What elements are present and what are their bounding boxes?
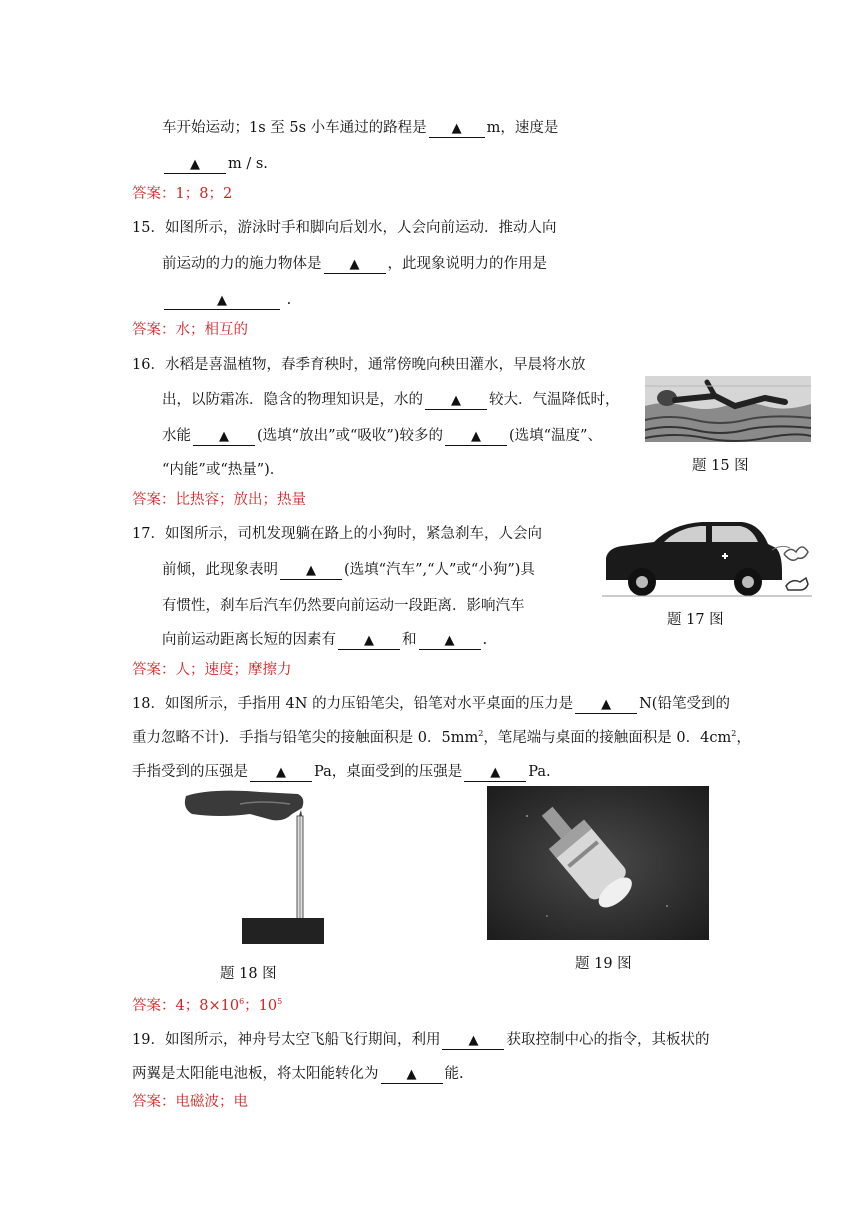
answer-blank[interactable]: ▲ bbox=[445, 429, 507, 446]
q19-answer: 答案：电磁波；电 bbox=[132, 1094, 248, 1110]
q17-line-3: 有惯性，刹车后汽车仍然要向前运动一段距离．影响汽车 bbox=[162, 598, 525, 614]
answer-blank[interactable]: ▲ bbox=[250, 765, 312, 782]
answer-blank[interactable]: ▲ bbox=[419, 633, 481, 650]
answer-blank[interactable]: ▲ bbox=[442, 1033, 504, 1050]
q15-answer: 答案：水；相互的 bbox=[132, 322, 248, 338]
answer-blank[interactable]: ▲ bbox=[324, 257, 386, 274]
q18-line-1: 18．如图所示，手指用 4N 的力压铅笔尖，铅笔对水平桌面的压力是 ▲ N(铅笔受到的 bbox=[132, 696, 730, 712]
answer-blank[interactable]: ▲ bbox=[464, 765, 526, 782]
pencil-figure bbox=[180, 784, 330, 946]
figure-19-caption: 题 19 图 bbox=[575, 956, 632, 972]
q15-line-3: ▲ . bbox=[162, 290, 291, 310]
q16-line-4: “内能”或“热量”)． bbox=[162, 462, 285, 478]
q15-line-1: 15．如图所示，游泳时手和脚向后划水，人会向前运动．推动人向 bbox=[132, 220, 557, 236]
q16-line-1: 16．水稻是喜温植物，春季育秧时，通常傍晚向秧田灌水，早晨将水放 bbox=[132, 357, 586, 373]
q19-line-1: 19．如图所示，神舟号太空飞船飞行期间，利用 ▲ 获取控制中心的指令，其板状的 bbox=[132, 1032, 710, 1048]
spacecraft-figure bbox=[487, 786, 709, 940]
q16-line-2: 出，以防霜冻．隐含的物理知识是，水的 ▲ 较大．气温降低时， bbox=[162, 392, 620, 408]
figure-18-caption: 题 18 图 bbox=[220, 966, 277, 982]
q18-line-2: 重力忽略不计)．手指与铅笔尖的接触面积是 0．$5mm^2$，笔尾端与桌面的接触面积是 0．$4cm^2$， bbox=[132, 729, 751, 746]
answer-blank[interactable]: ▲ bbox=[381, 1067, 443, 1084]
car-figure bbox=[602, 514, 812, 600]
q17-answer: 答案：人；速度；摩擦力 bbox=[132, 662, 292, 678]
answer-blank[interactable]: ▲ bbox=[425, 393, 487, 410]
figure-17-caption: 题 17 图 bbox=[667, 612, 724, 628]
q19-line-2: 两翼是太阳能电池板，将太阳能转化为 ▲ 能. bbox=[132, 1066, 464, 1082]
q14-line-1: 车开始运动；1s 至 5s 小车通过的路程是 ▲ m，速度是 bbox=[162, 120, 559, 136]
swimmer-figure bbox=[645, 376, 811, 442]
q16-line-3: 水能 ▲ (选填“放出”或“吸收”)较多的 ▲ (选填“温度”、 bbox=[162, 428, 602, 444]
answer-blank[interactable]: ▲ bbox=[280, 563, 342, 580]
q17-line-1: 17．如图所示，司机发现躺在路上的小狗时，紧急刹车，人会向 bbox=[132, 526, 542, 542]
answer-blank[interactable]: ▲ bbox=[193, 429, 255, 446]
figure-15-caption: 题 15 图 bbox=[692, 458, 749, 474]
q18-line-3: 手指受到的压强是 ▲ Pa，桌面受到的压强是 ▲ Pa. bbox=[132, 764, 551, 780]
q17-line-2: 前倾，此现象表明 ▲ (选填“汽车”,“人”或“小狗”)具 bbox=[162, 562, 535, 578]
answer-blank[interactable]: ▲ bbox=[164, 157, 226, 174]
q15-line-2: 前运动的力的施力物体是 ▲ ，此现象说明力的作用是 bbox=[162, 256, 547, 272]
answer-blank[interactable]: ▲ bbox=[338, 633, 400, 650]
q17-line-4: 向前运动距离长短的因素有 ▲ 和 ▲ . bbox=[162, 632, 488, 648]
answer-blank[interactable]: ▲ bbox=[429, 121, 485, 138]
answer-blank[interactable]: ▲ bbox=[575, 697, 637, 714]
q16-answer: 答案：比热容；放出；热量 bbox=[132, 492, 306, 508]
q18-answer: 答案：4；$8\times 10^6$；$10^5$ bbox=[132, 997, 283, 1014]
q14-answer: 答案：1；8；2 bbox=[132, 186, 233, 202]
q14-line-2: ▲ m / s. bbox=[162, 154, 268, 174]
answer-blank[interactable]: ▲ bbox=[164, 293, 280, 310]
